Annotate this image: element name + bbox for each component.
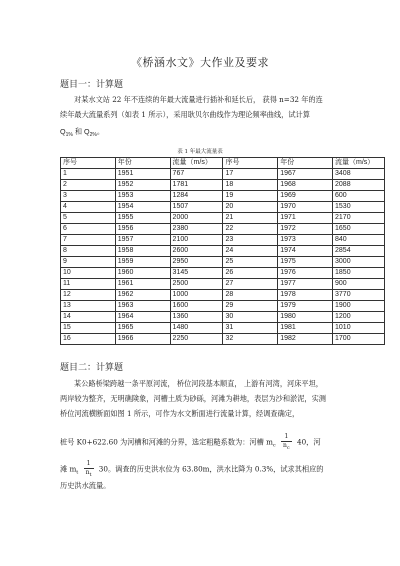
cell-year: 1953 — [115, 191, 170, 202]
cell-index: 17 — [223, 169, 278, 180]
cell-index: 3 — [61, 191, 116, 202]
cell-flow: 600 — [333, 191, 385, 202]
cell-year: 1951 — [115, 169, 170, 180]
cell-year: 1972 — [278, 224, 333, 235]
q2-paragraph-line-1: 某公路桥梁跨越一条平原河流， 桥位河段基本顺直， 上游有河湾，河床平坦， — [74, 379, 323, 388]
cell-flow: 1360 — [170, 312, 223, 323]
cell-index: 14 — [61, 312, 116, 323]
cell-index: 4 — [61, 202, 116, 213]
table-row — [61, 257, 385, 268]
annual-max-flow-table — [60, 157, 385, 345]
cell-year: 1974 — [278, 246, 333, 257]
cell-year: 1975 — [278, 257, 333, 268]
cell-flow: 3000 — [333, 257, 385, 268]
cell-year: 1981 — [278, 323, 333, 334]
table-row — [61, 290, 385, 301]
cell-year: 1960 — [115, 268, 170, 279]
table-row — [61, 180, 385, 191]
cell-flow: 2088 — [333, 180, 385, 191]
cell-index: 28 — [223, 290, 278, 301]
question-1-heading: 题目一：计算题 — [60, 80, 124, 90]
q2-paragraph-line-5 — [60, 460, 323, 479]
q2-paragraph-line-4 — [60, 433, 321, 452]
table-row — [61, 301, 385, 312]
cell-year: 1966 — [115, 334, 170, 345]
cell-year: 1970 — [278, 202, 333, 213]
cell-flow: 1200 — [333, 312, 385, 323]
cell-flow: 2250 — [170, 334, 223, 345]
header-flow: 流量（m/s） — [170, 158, 223, 169]
cell-year: 1958 — [115, 246, 170, 257]
cell-flow: 1284 — [170, 191, 223, 202]
cell-index: 1 — [61, 169, 116, 180]
line5-text-end: 30。调查的历史洪水位为 63.80m，洪水比降为 0.3%，试求其相应的 — [98, 464, 324, 474]
cell-flow: 1507 — [170, 202, 223, 213]
cell-index: 19 — [223, 191, 278, 202]
q-mid-text: 和 Q — [72, 127, 90, 136]
cell-flow: 2170 — [333, 213, 385, 224]
fraction-numerator: 1 — [281, 433, 292, 442]
table-row — [61, 191, 385, 202]
table-row — [61, 213, 385, 224]
cell-index: 16 — [61, 334, 116, 345]
fraction-denominator: $n_t$ — [85, 469, 92, 478]
cell-year: 1967 — [278, 169, 333, 180]
cell-flow: 2500 — [170, 279, 223, 290]
table-row — [61, 279, 385, 290]
cell-index: 7 — [61, 235, 116, 246]
cell-flow: 1000 — [170, 290, 223, 301]
q-symbol: Q — [60, 127, 66, 136]
cell-index: 25 — [223, 257, 278, 268]
cell-year: 1973 — [278, 235, 333, 246]
cell-flow: 1900 — [333, 301, 385, 312]
cell-flow: 2854 — [333, 246, 385, 257]
q-subscript-2: 2% — [89, 132, 97, 138]
cell-index: 6 — [61, 224, 116, 235]
cell-index: 21 — [223, 213, 278, 224]
fraction-1-over-nc — [281, 433, 292, 452]
table-row — [61, 334, 385, 345]
cell-year: 1976 — [278, 268, 333, 279]
line4-subscript: c — [272, 442, 276, 449]
fraction-1-over-nt — [84, 460, 94, 479]
cell-year: 1957 — [115, 235, 170, 246]
table-caption: 表 1 年最大流量表 — [177, 149, 223, 155]
cell-index: 26 — [223, 268, 278, 279]
header-year: 年份 — [115, 158, 170, 169]
cell-year: 1955 — [115, 213, 170, 224]
cell-year: 1971 — [278, 213, 333, 224]
header-flow: 流量（m/s） — [333, 158, 385, 169]
question-2-heading: 题目二：计算题 — [60, 363, 124, 373]
cell-flow: 3145 — [170, 268, 223, 279]
cell-index: 24 — [223, 246, 278, 257]
q1-paragraph-line-2: 续年最大流量系列（如表 1 所示），采用耿贝尔曲线作为理论频率曲线，试计算 — [60, 110, 310, 119]
document-title: 《桥涵水文》大作业及要求 — [131, 56, 269, 69]
cell-year: 1961 — [115, 279, 170, 290]
cell-index: 5 — [61, 213, 116, 224]
cell-year: 1956 — [115, 224, 170, 235]
cell-index: 22 — [223, 224, 278, 235]
cell-flow: 1530 — [333, 202, 385, 213]
cell-index: 2 — [61, 180, 116, 191]
table-body — [61, 169, 385, 345]
table-row — [61, 246, 385, 257]
cell-flow: 840 — [333, 235, 385, 246]
line5-text: 滩 m — [60, 464, 77, 474]
q-subscript-1: 1% — [65, 132, 73, 138]
cell-year: 1982 — [278, 334, 333, 345]
cell-year: 1968 — [278, 180, 333, 191]
cell-index: 23 — [223, 235, 278, 246]
line4-text-end: 40，河 — [297, 437, 321, 447]
cell-year: 1959 — [115, 257, 170, 268]
cell-year: 1965 — [115, 323, 170, 334]
cell-flow: 1010 — [333, 323, 385, 334]
cell-flow: 1600 — [170, 301, 223, 312]
cell-index: 15 — [61, 323, 116, 334]
q1-paragraph-line-1: 对某水文站 22 年不连续的年最大流量进行插补和延长后， 获得 n=32 年的连 — [74, 95, 323, 104]
table-row — [61, 323, 385, 334]
cell-year: 1979 — [278, 301, 333, 312]
table-row — [61, 169, 385, 180]
cell-flow: 2000 — [170, 213, 223, 224]
cell-index: 11 — [61, 279, 116, 290]
q-suffix: 。 — [96, 127, 105, 136]
fraction-denominator: $n_c$ — [283, 442, 290, 451]
q2-paragraph-line-6: 历史洪水流量。 — [60, 481, 111, 490]
table-header-row — [61, 158, 385, 169]
cell-flow: 1650 — [333, 224, 385, 235]
cell-index: 32 — [223, 334, 278, 345]
cell-flow: 2380 — [170, 224, 223, 235]
cell-year: 1980 — [278, 312, 333, 323]
cell-index: 27 — [223, 279, 278, 290]
cell-flow: 3770 — [333, 290, 385, 301]
line5-subscript: t — [76, 469, 79, 476]
cell-index: 13 — [61, 301, 116, 312]
cell-flow: 2600 — [170, 246, 223, 257]
cell-year: 1963 — [115, 301, 170, 312]
table-row — [61, 235, 385, 246]
cell-year: 1962 — [115, 290, 170, 301]
cell-index: 20 — [223, 202, 278, 213]
cell-year: 1952 — [115, 180, 170, 191]
cell-flow: 1480 — [170, 323, 223, 334]
cell-flow: 3408 — [333, 169, 385, 180]
line4-text: 桩号 K0+622.60 为河槽和河滩的分界，选定粗糙系数为：河槽 m — [60, 437, 273, 447]
cell-index: 8 — [61, 246, 116, 257]
q1-paragraph-line-3 — [60, 126, 104, 141]
table-row — [61, 268, 385, 279]
cell-year: 1964 — [115, 312, 170, 323]
cell-flow: 2100 — [170, 235, 223, 246]
table-row — [61, 202, 385, 213]
fraction-numerator: 1 — [84, 460, 94, 469]
cell-index: 12 — [61, 290, 116, 301]
cell-index: 9 — [61, 257, 116, 268]
cell-year: 1978 — [278, 290, 333, 301]
cell-index: 18 — [223, 180, 278, 191]
cell-flow: 2950 — [170, 257, 223, 268]
header-index: 序号 — [61, 158, 116, 169]
cell-flow: 767 — [170, 169, 223, 180]
cell-flow: 1700 — [333, 334, 385, 345]
header-year: 年份 — [278, 158, 333, 169]
q2-paragraph-line-2: 两岸较为整齐，无明礁険象，河槽土质为砂砾，河滩为耕地，表层为沙和淤泥，实测 — [60, 394, 326, 403]
table-row — [61, 224, 385, 235]
cell-year: 1977 — [278, 279, 333, 290]
cell-index: 30 — [223, 312, 278, 323]
table-row — [61, 312, 385, 323]
cell-index: 31 — [223, 323, 278, 334]
cell-index: 10 — [61, 268, 116, 279]
q2-paragraph-line-3: 桥位河流横断面如图 1 所示，可作为水文断面进行流量计算，经调查确定， — [60, 409, 300, 418]
cell-year: 1954 — [115, 202, 170, 213]
cell-year: 1969 — [278, 191, 333, 202]
cell-flow: 1850 — [333, 268, 385, 279]
cell-index: 29 — [223, 301, 278, 312]
cell-flow: 900 — [333, 279, 385, 290]
header-index: 序号 — [223, 158, 278, 169]
cell-flow: 1781 — [170, 180, 223, 191]
